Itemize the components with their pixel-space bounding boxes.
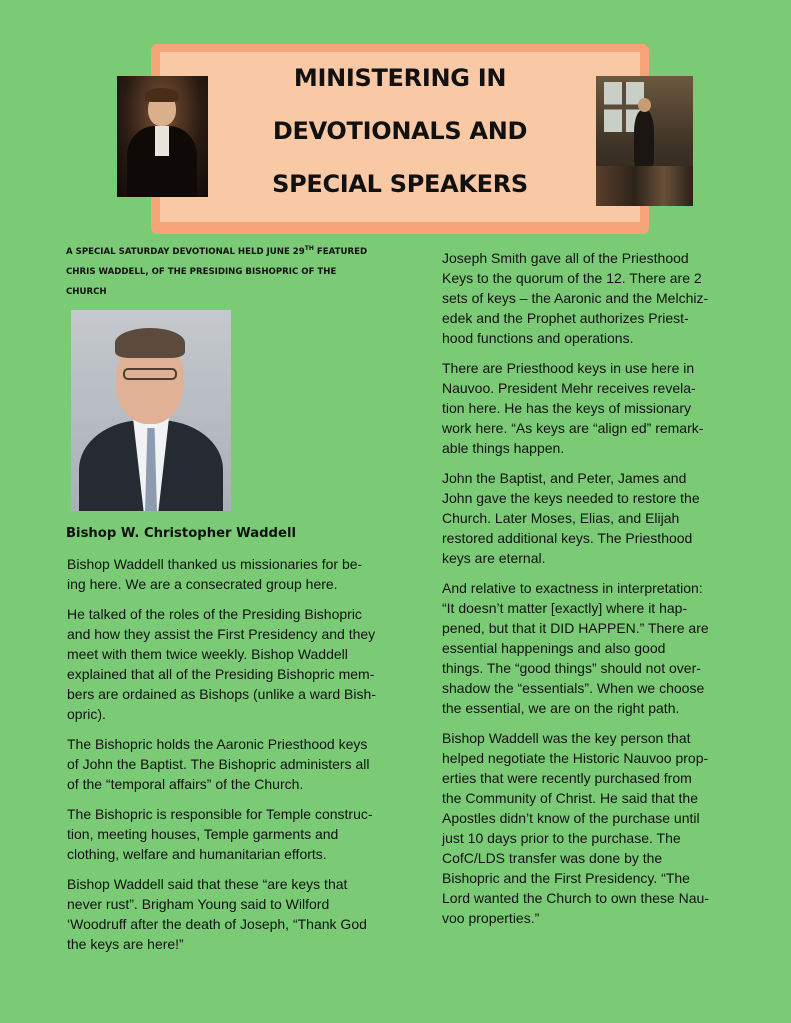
- text-line: “It doesn’t matter [exactly] where it hap-: [442, 600, 688, 616]
- historical-painting-image: [596, 76, 693, 206]
- text-line: ing here. We are a consecrated group here.: [67, 576, 338, 592]
- text-line: ‘Woodruff after the death of Joseph, “Thank God: [67, 916, 367, 932]
- text-line: voo properties.”: [442, 910, 540, 926]
- text-line: Bishop Waddell said that these “are keys that: [67, 876, 348, 892]
- portrait-hair: [145, 88, 179, 102]
- photo-hair: [115, 328, 185, 358]
- text-line: Lord wanted the Church to own these Nau-: [442, 890, 709, 906]
- text-line: hood functions and operations.: [442, 330, 634, 346]
- title-line-2: DEVOTIONALS AND: [272, 117, 528, 145]
- text-line: helped negotiate the Historic Nauvoo prop-: [442, 750, 709, 766]
- text-line: He talked of the roles of the Presiding Bishopric: [67, 606, 362, 622]
- text-line: erties that were recently purchased from: [442, 770, 692, 786]
- text-line: Bishopric and the First Presidency. “The: [442, 870, 690, 886]
- text-line: the keys are here!”: [67, 936, 184, 952]
- paragraph: [442, 578, 742, 718]
- text-line: And relative to exactness in interpretation:: [442, 580, 703, 596]
- paragraph: [442, 468, 742, 568]
- painting-crowd: [596, 166, 693, 206]
- paragraph: [67, 554, 412, 594]
- paragraph: [67, 604, 412, 724]
- text-line: tion here. He has the keys of missionary: [442, 400, 692, 416]
- paragraph: [67, 874, 412, 954]
- text-line: The Bishopric holds the Aaronic Priesthood keys: [67, 736, 368, 752]
- intro-heading: [66, 242, 416, 302]
- text-line: things. The “good things” should not over-: [442, 660, 701, 676]
- text-line: opric).: [67, 706, 106, 722]
- photo-glasses: [123, 368, 177, 380]
- text-line: Apostles didn’t know of the purchase until: [442, 810, 700, 826]
- left-column: [67, 554, 412, 964]
- text-line: meet with them twice weekly. Bishop Waddell: [67, 646, 348, 662]
- text-line: explained that all of the Presiding Bishopric mem-: [67, 666, 375, 682]
- painting-speaker-figure: [634, 110, 654, 166]
- text-line: The Bishopric is responsible for Temple construc-: [67, 806, 373, 822]
- paragraph: [442, 248, 742, 348]
- text-line: Church. Later Moses, Elias, and Elijah: [442, 510, 680, 526]
- right-column: [442, 248, 742, 938]
- intro-line-1: A SPECIAL SATURDAY DEVOTIONAL HELD JUNE 29: [66, 247, 305, 257]
- text-line: edek and the Prophet authorizes Priest-: [442, 310, 689, 326]
- text-line: the essential, we are on the right path.: [442, 700, 680, 716]
- text-line: Nauvoo. President Mehr receives revela-: [442, 380, 696, 396]
- text-line: bers are ordained as Bishops (unlike a ward Bish-: [67, 686, 376, 702]
- painting-speaker-head: [638, 98, 651, 112]
- text-line: essential happenings and also good: [442, 640, 666, 656]
- intro-line-1-end: FEATURED: [313, 247, 368, 257]
- text-line: CofC/LDS transfer was done by the: [442, 850, 663, 866]
- paragraph: [67, 734, 412, 794]
- text-line: the Community of Christ. He said that the: [442, 790, 698, 806]
- speaker-photo: [71, 310, 231, 511]
- text-line: sets of keys – the Aaronic and the Melchiz-: [442, 290, 709, 306]
- title-line-3: SPECIAL SPEAKERS: [272, 170, 528, 198]
- text-line: just 10 days prior to the purchase. The: [442, 830, 681, 846]
- intro-line-2: CHRIS WADDELL, OF THE PRESIDING BISHOPRIC OF THE: [66, 267, 337, 277]
- portrait-shirt: [155, 126, 169, 156]
- paragraph: [442, 728, 742, 928]
- paragraph: [442, 358, 742, 458]
- text-line: pened, but that it DID HAPPEN.” There are: [442, 620, 709, 636]
- text-line: John the Baptist, and Peter, James and: [442, 470, 687, 486]
- photo-caption: Bishop W. Christopher Waddell: [66, 526, 296, 541]
- text-line: John gave the keys needed to restore the: [442, 490, 700, 506]
- text-line: There are Priesthood keys in use here in: [442, 360, 695, 376]
- text-line: shadow the “essentials”. When we choose: [442, 680, 705, 696]
- text-line: Bishop Waddell thanked us missionaries for be-: [67, 556, 363, 572]
- intro-superscript: TH: [304, 245, 314, 252]
- text-line: tion, meeting houses, Temple garments and: [67, 826, 339, 842]
- text-line: able things happen.: [442, 440, 565, 456]
- paragraph: [67, 804, 412, 864]
- text-line: restored additional keys. The Priesthood: [442, 530, 693, 546]
- text-line: of the “temporal affairs” of the Church.: [67, 776, 304, 792]
- page-title: [160, 52, 640, 211]
- historical-portrait-image: [117, 76, 208, 197]
- intro-line-3: CHURCH: [66, 287, 107, 297]
- text-line: keys are eternal.: [442, 550, 546, 566]
- text-line: Keys to the quorum of the 12. There are 2: [442, 270, 702, 286]
- text-line: clothing, welfare and humanitarian efforts.: [67, 846, 327, 862]
- text-line: Bishop Waddell was the key person that: [442, 730, 691, 746]
- text-line: of John the Baptist. The Bishopric administers all: [67, 756, 370, 772]
- text-line: work here. “As keys are “align ed” remark-: [442, 420, 704, 436]
- text-line: never rust”. Brigham Young said to Wilford: [67, 896, 330, 912]
- title-line-1: MINISTERING IN: [293, 64, 507, 92]
- text-line: and how they assist the First Presidency and they: [67, 626, 376, 642]
- text-line: Joseph Smith gave all of the Priesthood: [442, 250, 689, 266]
